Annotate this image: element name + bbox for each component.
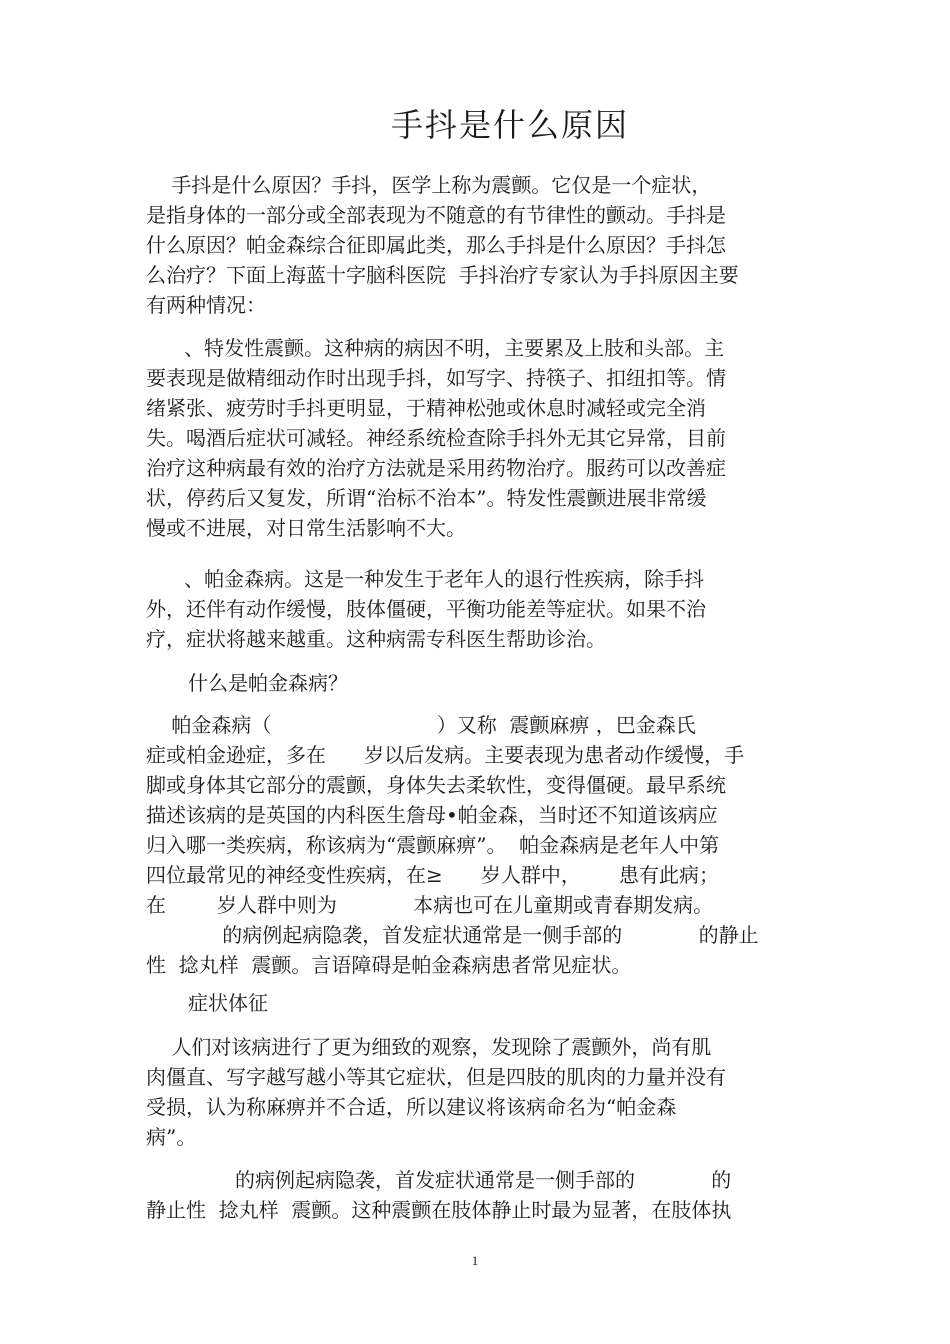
text-line: 什么原因？帕金森综合征即属此类，那么手抖是什么原因？手抖怎 xyxy=(146,233,726,257)
document-title: 手抖是什么原因 xyxy=(390,106,629,144)
text-line: 慢或不进展，对日常生活影响不大。 xyxy=(146,516,466,540)
text-line: 失。喝酒后症状可减轻。神经系统检查除手抖外无其它异常，目前 xyxy=(146,426,726,450)
symptoms-paragraph xyxy=(146,1032,806,1152)
text-line: 人们对该病进行了更为细致的观察，发现除了震颤外，尚有肌 xyxy=(146,1035,712,1059)
text-line: 手抖是什么原因？手抖，医学上称为震颤。它仅是一个症状， xyxy=(146,173,712,197)
cause-parkinson-paragraph xyxy=(146,564,806,654)
text-line: 、特发性震颤。这种病的病因不明，主要累及上肢和头部。主 xyxy=(146,336,725,360)
text-line: 肉僵直、写字越写越小等其它症状，但是四肢的肌肉的力量并没有 xyxy=(146,1065,726,1089)
text-line: 帕金森病（ ）又称 震颤麻痹 ，巴金森氏 xyxy=(146,713,696,737)
onset-paragraph xyxy=(146,1165,806,1225)
text-line: 病”。 xyxy=(146,1125,197,1149)
text-line: 静止性 捻丸样 震颤。这种震颤在肢体静止时最为显著，在肢体执 xyxy=(146,1198,732,1222)
text-line: 是指身体的一部分或全部表现为不随意的有节律性的颤动。手抖是 xyxy=(146,203,726,227)
text-line: 描述该病的是英国的内科医生詹母•帕金森，当时还不知道该病应 xyxy=(146,803,718,827)
text-line: 的病例起病隐袭，首发症状通常是一侧手部的 的 xyxy=(146,1168,732,1192)
parkinson-definition-paragraph xyxy=(146,710,806,980)
section-heading-symptoms: 症状体征 xyxy=(188,991,268,1015)
text-line: 归入哪一类疾病，称该病为“震颤麻痹”。 帕金森病是老年人中第 xyxy=(146,833,720,857)
text-line: 在 岁人群中则为 本病也可在儿童期或青春期发病。 xyxy=(146,893,714,917)
text-line: 四位最常见的神经变性疾病，在≥ 岁人群中， 患有此病； xyxy=(146,863,720,887)
text-line: 脚或身体其它部分的震颤，身体失去柔软性，变得僵硬。最早系统 xyxy=(146,773,726,797)
intro-paragraph xyxy=(146,170,806,320)
text-line: 的病例起病隐袭，首发症状通常是一侧手部的 的静止 xyxy=(146,923,759,947)
page-number: 1 xyxy=(471,1253,479,1268)
text-line: 么治疗？下面上海蓝十字脑科医院 手抖治疗专家认为手抖原因主要 xyxy=(146,263,739,287)
text-line: 性 捻丸样 震颤。言语障碍是帕金森病患者常见症状。 xyxy=(146,953,632,977)
text-line: 状，停药后又复发，所谓“治标不治本”。特发性震颤进展非常缓 xyxy=(146,486,707,510)
section-heading-what-is-pd: 什么是帕金森病？ xyxy=(188,671,348,695)
text-line: 有两种情况： xyxy=(146,293,266,317)
text-line: 外，还伴有动作缓慢，肢体僵硬，平衡功能差等症状。如果不治 xyxy=(146,597,706,621)
cause-essential-tremor-paragraph xyxy=(146,333,806,543)
text-line: 症或柏金逊症，多在 岁以后发病。主要表现为患者动作缓慢，手 xyxy=(146,743,745,767)
text-line: 疗，症状将越来越重。这种病需专科医生帮助诊治。 xyxy=(146,627,606,651)
text-line: 受损，认为称麻痹并不合适，所以建议将该病命名为“帕金森 xyxy=(146,1095,677,1119)
text-line: 、帕金森病。这是一种发生于老年人的退行性疾病，除手抖 xyxy=(146,567,705,591)
text-line: 要表现是做精细动作时出现手抖，如写字、持筷子、扣纽扣等。情 xyxy=(146,366,726,390)
text-line: 治疗这种病最有效的治疗方法就是采用药物治疗。服药可以改善症 xyxy=(146,456,726,480)
text-line: 绪紧张、疲劳时手抖更明显，于精神松弛或休息时减轻或完全消 xyxy=(146,396,706,420)
